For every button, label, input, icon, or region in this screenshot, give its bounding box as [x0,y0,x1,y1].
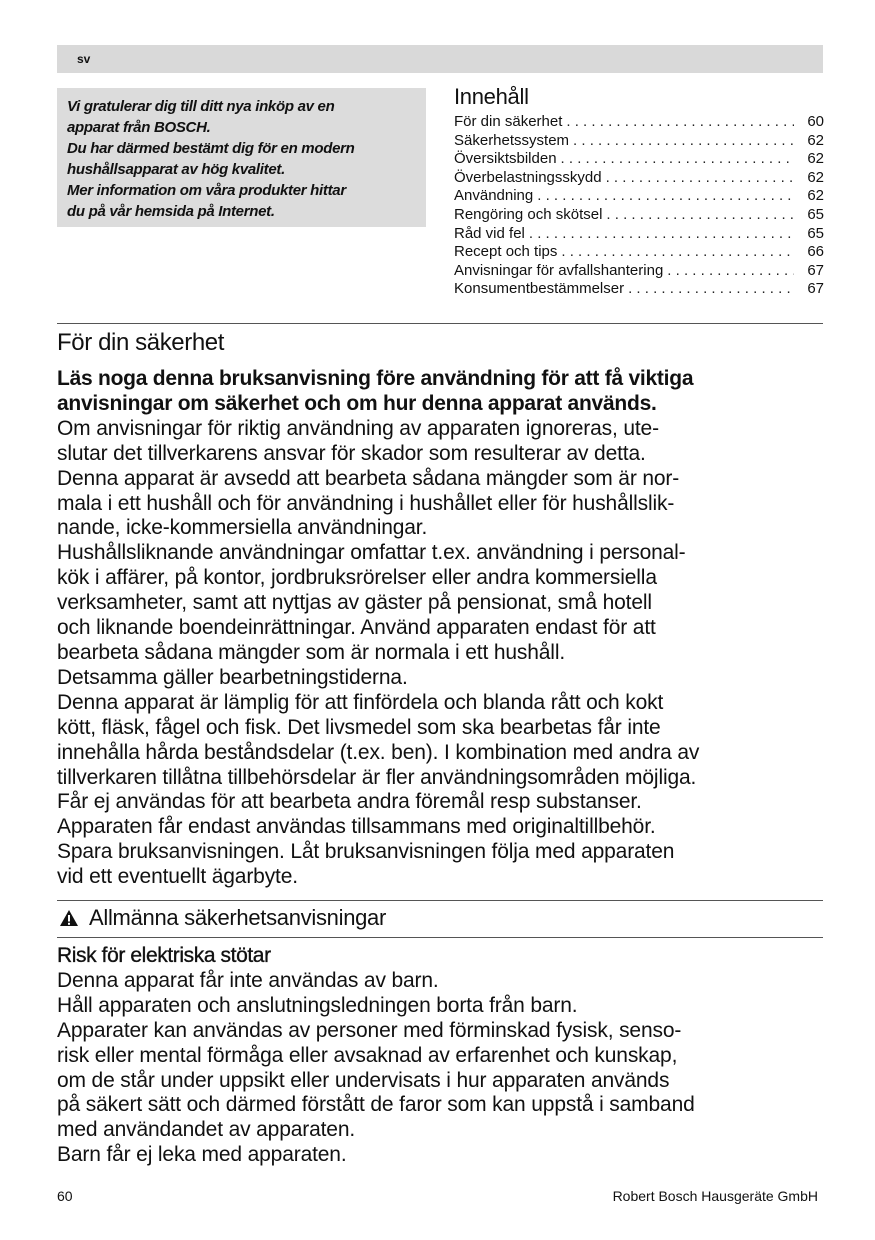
toc-item-page: 65 [807,224,824,242]
toc-item-page: 60 [807,113,824,130]
safety-section-header [57,329,827,357]
toc-item-title: Råd vid fel [454,224,525,242]
body-line: Apparaten får endast användas tillsammans med originaltillbehör. [57,815,656,839]
body-line: Apparater kan användas av personer med förminskad fysisk, senso- [57,1018,682,1042]
language-bar [57,45,823,73]
table-of-contents [454,84,824,299]
body-line: Om anvisningar för riktig användning av apparaten ignoreras, ute- [57,416,659,440]
body-line: bearbeta sådana mängder som är normala i ett hushåll. [57,640,566,664]
body-line: slutar det tillverkarens ansvar för skador som resulterar av detta. [57,441,646,465]
toc-item-title: Användning [454,187,534,205]
toc-item-title: Rengöring och skötsel [454,205,603,223]
toc-item [454,187,824,206]
body-line: Denna apparat är lämplig för att finfördela och blanda rått och kokt [57,690,664,714]
general-safety-header [57,905,386,931]
toc-item-title: Översiktsbilden [454,150,557,168]
body-line: verksamheter, samt att nyttjas av gäster på pensionat, små hotell [57,591,652,615]
body-line: innehålla hårda beståndsdelar (t.ex. ben). I kombination med andra av [57,740,700,764]
body-line: Får ej användas för att bearbeta andra föremål resp substanser. [57,790,642,814]
body-line: Detsamma gäller bearbetningstiderna. [57,665,408,689]
intro-line: du på vår hemsida på Internet. [67,203,275,220]
body-line: och liknande boendeinrättningar. Använd apparaten endast för att [57,616,656,640]
body-line: Håll apparaten och anslutningsledningen borta från barn. [57,993,578,1017]
page-number: 60 [57,1188,73,1204]
divider [57,900,823,901]
divider [57,323,823,324]
body-line: Barn får ej leka med apparaten. [57,1143,347,1167]
toc-item [454,150,824,169]
intro-line: hushållsapparat av hög kvalitet. [67,161,285,178]
toc-item-page: 65 [807,205,824,223]
body-line: kött, fläsk, fågel och fisk. Det livsmedel som ska bearbetas får inte [57,715,661,739]
body-line: tillverkaren tillåtna tillbehörsdelar är fler användningsområden möjliga. [57,765,697,789]
toc-item-page: 67 [807,280,824,298]
toc-item-page: 62 [807,187,824,205]
section-title: Allmänna säkerhetsanvisningar [89,905,387,930]
body-line: Denna apparat får inte användas av barn. [57,968,439,992]
toc-item-title: Konsumentbestämmelser [454,280,625,298]
divider [57,937,823,938]
intro-line: Du har därmed bestämt dig för en modern [67,140,355,157]
toc-item-title: Anvisningar för avfallshantering [454,261,664,279]
body-line: med användandet av apparaten. [57,1118,356,1142]
toc-item-page: 62 [807,131,824,149]
footer-company: Robert Bosch Hausgeräte GmbH [612,1188,818,1204]
toc-item [454,243,824,262]
toc-item-page: 62 [807,150,824,168]
intro-line: Mer information om våra produkter hittar [67,182,346,199]
body-line: om de står under uppsikt eller undervisats i hur apparaten används [57,1068,670,1092]
subheading: Risk för elektriska stötar [57,944,271,967]
intro-box [57,88,426,227]
toc-item [454,132,824,151]
toc-item [454,113,824,132]
toc-item-page: 66 [807,243,824,261]
toc-item-page: 62 [807,168,824,186]
toc-item [454,225,824,244]
body-line: vid ett eventuellt ägarbyte. [57,865,298,889]
toc-item [454,169,824,188]
toc-title: Innehåll [454,84,529,109]
body-line: Spara bruksanvisningen. Låt bruksanvisningen följa med apparaten [57,840,675,864]
toc-item [454,280,824,299]
safety-body [57,367,827,890]
body-line: Denna apparat är avsedd att bearbeta sådana mängder som är nor- [57,466,680,490]
intro-line: Vi gratulerar dig till ditt nya inköp av en [67,98,335,115]
section-title: För din säkerhet [57,329,225,356]
toc-item-page: 67 [807,261,824,279]
toc-item-title: För din säkerhet [454,113,563,130]
toc-item [454,206,824,225]
toc-item-title: Säkerhetssystem [454,131,570,149]
lead-line: anvisningar om säkerhet och om hur denna apparat används. [57,391,657,415]
body-line: Hushållsliknande användningar omfattar t.ex. användning i personal- [57,541,686,565]
body-line: mala i ett hushåll och för användning i hushållet eller för hushållslik- [57,491,675,515]
body-line: på säkert sätt och därmed förstått de faror som kan uppstå i samband [57,1093,695,1117]
language-code: sv [77,52,91,66]
intro-line: apparat från BOSCH. [67,119,211,136]
body-line: nande, icke-kommersiella användningar. [57,516,428,540]
lead-line: Läs noga denna bruksanvisning före användning för att få viktiga [57,367,694,390]
warning-icon [59,909,79,927]
toc-item-title: Recept och tips [454,243,558,261]
body-line: kök i affärer, på kontor, jordbruksrörelser eller andra kommersiella [57,566,657,590]
body-line: risk eller mental förmåga eller avsaknad av erfarenhet och kunskap, [57,1043,678,1067]
general-safety-body [57,944,827,1168]
toc-item-title: Överbelastningsskydd [454,168,602,186]
toc-item [454,262,824,281]
